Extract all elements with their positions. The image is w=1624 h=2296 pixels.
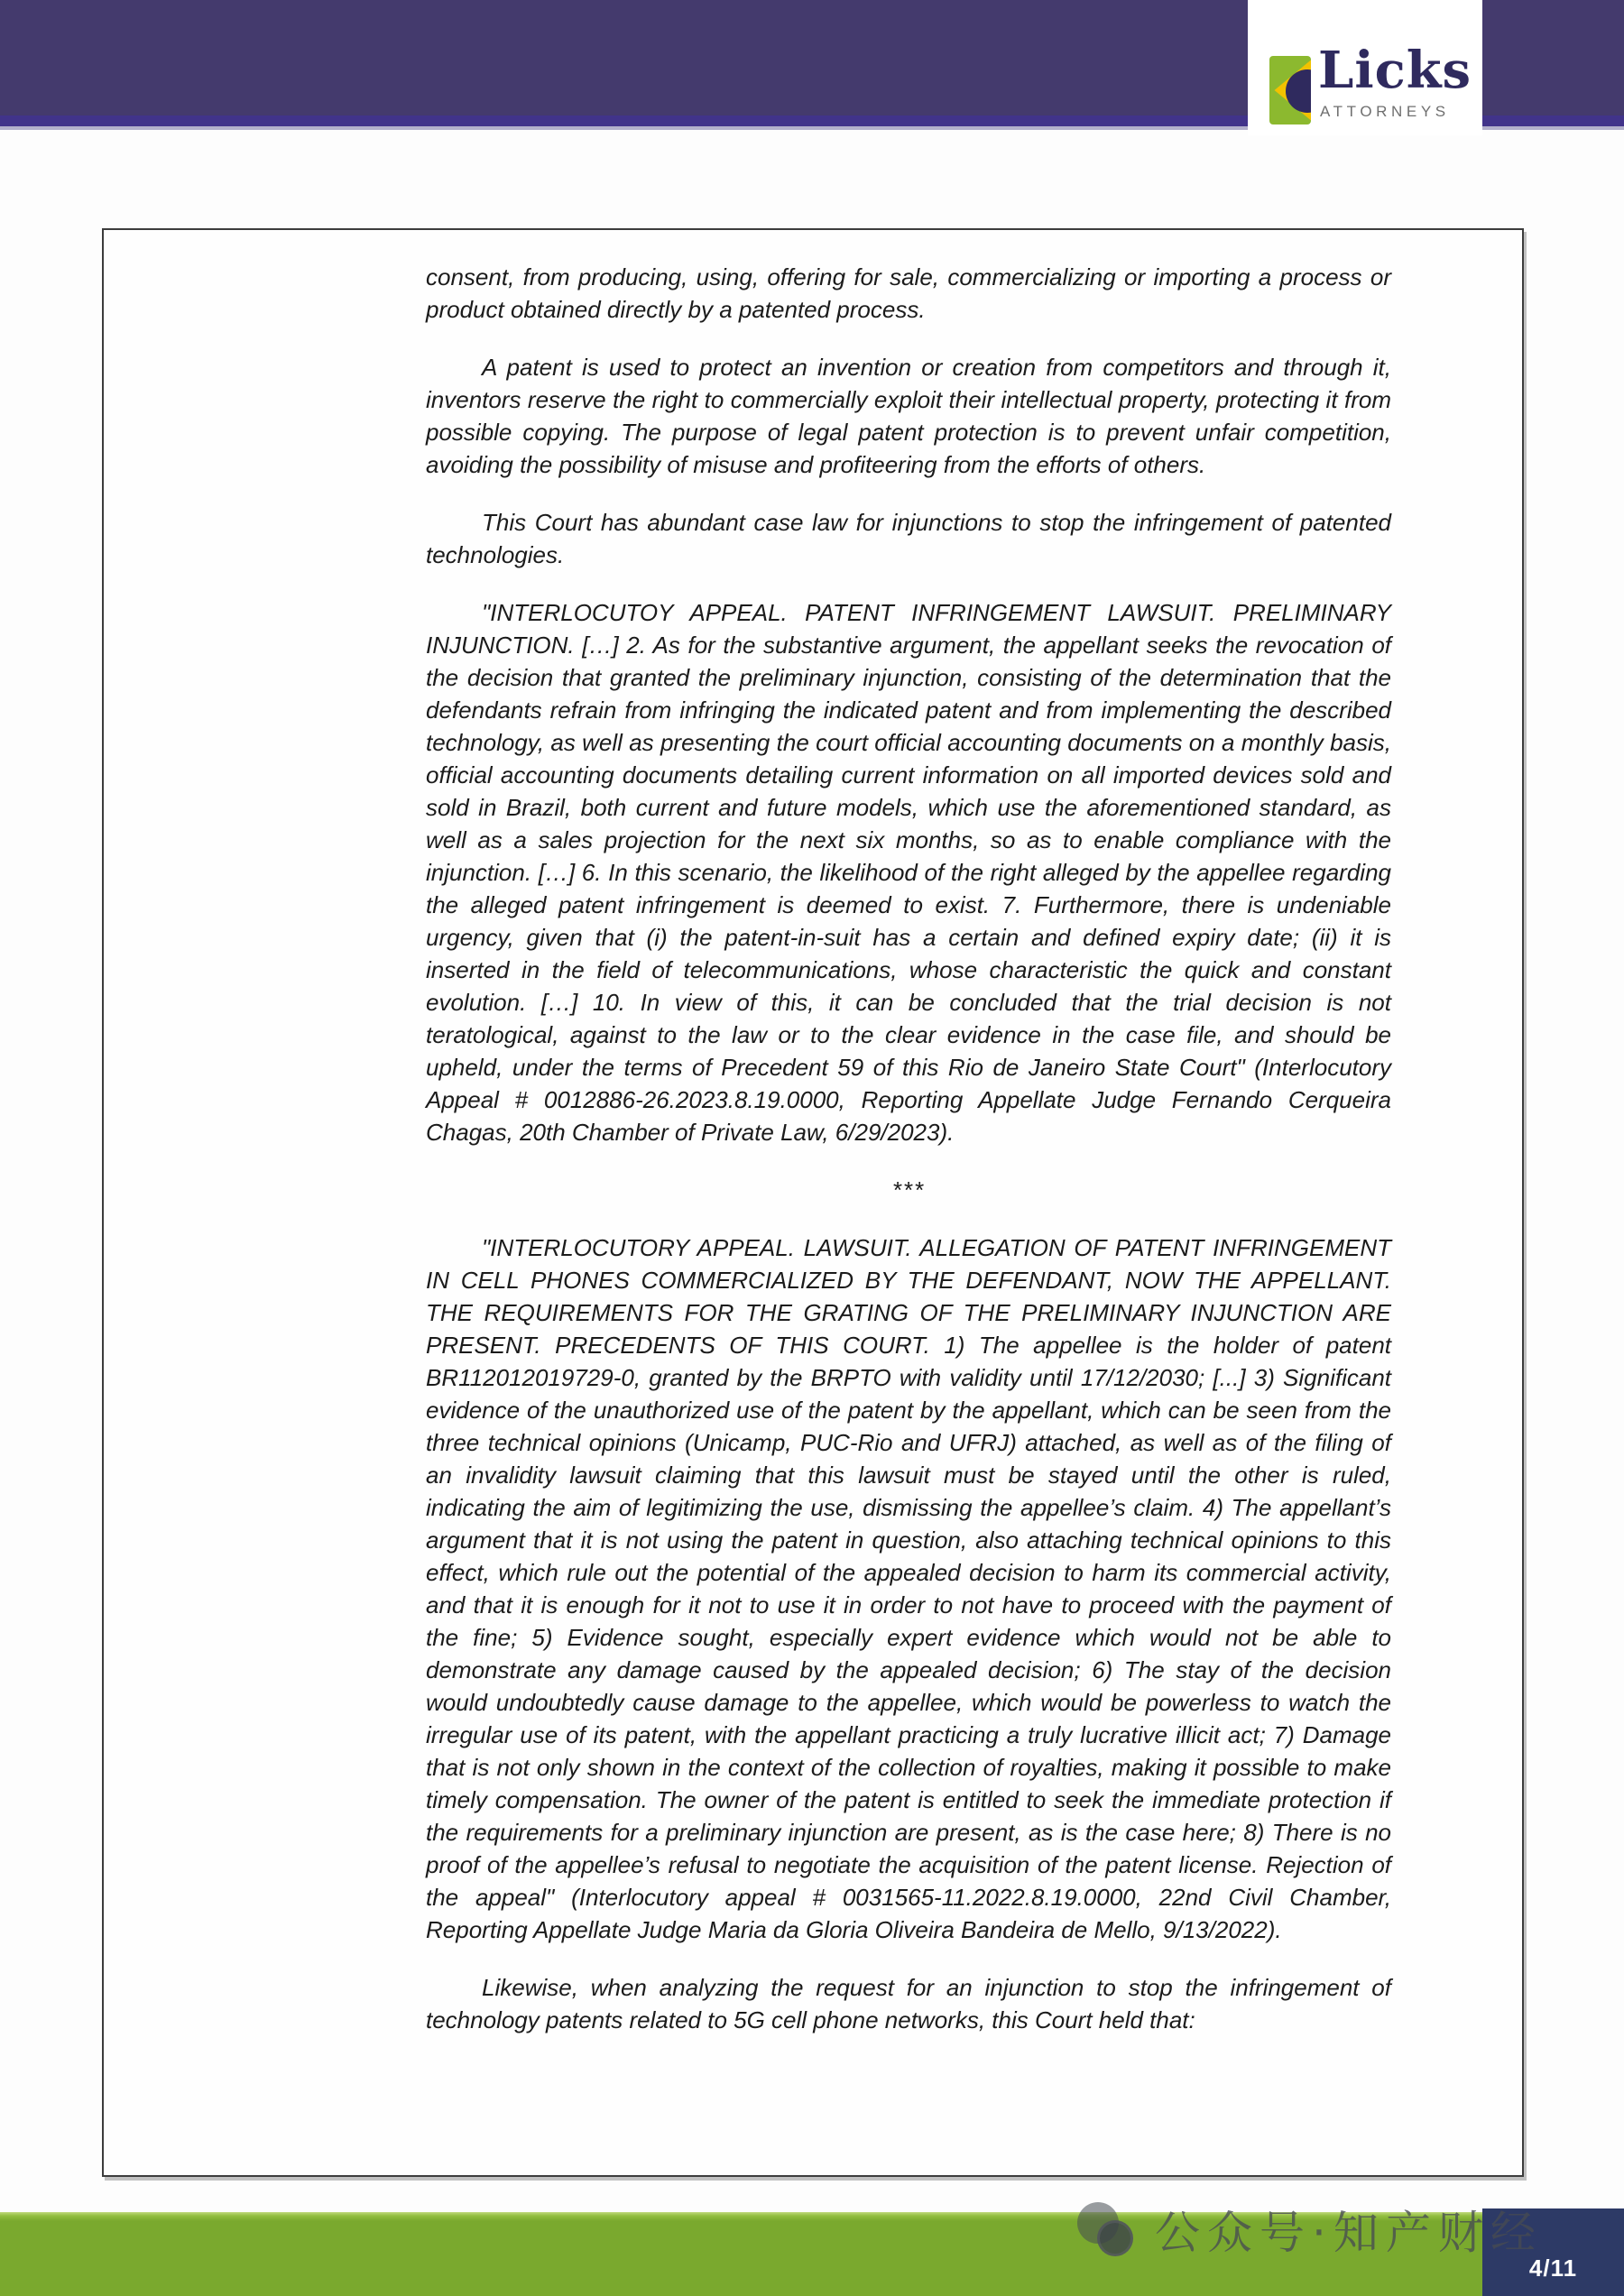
wechat-watermark-icon — [1075, 2197, 1140, 2262]
paragraph-body: Likewise, when analyzing the request for an injunction to stop the infringement of technology patents related to 5G cell phone networks, this Court held that: — [426, 1974, 1391, 2033]
logo-subtitle: ATTORNEYS — [1320, 103, 1450, 120]
paragraph-body: This Court has abundant case law for injunctions to stop the infringement of patented technologies. — [426, 509, 1391, 568]
paragraph-continuation: consent, from producing, using, offering for sale, commercializing or importing a process or product obtained directly by a patented process. — [426, 263, 1391, 323]
flag-blue-circle — [1286, 69, 1311, 113]
quoted-case-law: "INTERLOCUTORY APPEAL. LAWSUIT. ALLEGATION OF PATENT INFRINGEMENT IN CELL PHONES COMMERCIALIZED BY THE DEFENDANT, NOW THE APPELLANT. THE REQUIREMENTS FOR THE GRATING OF THE PRELIMINARY INJUNCTION ARE PRESENT. PRECEDENTS OF THIS COURT. 1) The appellee is the holder of patent BR112012019729-0, granted by the BRPTO with validity until 17/12/2030; [...] 3) Significant evidence of the unauthorized use of the patent by the appellant, which can be seen from the three technical opinions (Unicamp, PUC-Rio and UFRJ) attached, as well as of the filing of an invalidity lawsuit claiming that this lawsuit must be stayed until the other is ruled, indicating the aim of legitimizing the use, dismissing the appellee’s claim. 4) The appellant’s argument that it is not using the patent in question, also attaching technical opinions to this effect, which rule out the potential of the appealed decision to harm its commercial activity, and that it is enough for it not to use it in order to not have to proceed with the payment of the fine; 5) Evidence sought, especially expert evidence which would not be able to demonstrate any damage caused by the appealed decision; 6) The stay of the decision would undoubtedly cause damage to the appellee, which would be powerless to watch the irregular use of its patent, with the appellant practicing a truly lucrative illicit act; 7) Damage that is not only shown in the context of the collection of royalties, making it possible to make timely compensation. The owner of the patent is entitled to seek the immediate protection if the requirements for a preliminary injunction are present, as is the case here; 8) There is no proof of the appellee’s refusal to negotiate the acquisition of the patent license. Rejection of the appeal" (Interlocutory appeal # 0031565-11.2022.8.19.0000, 22nd Civil Chamber, Reporting Appellate Judge Maria da Gloria Oliveira Bandeira de Mello, 9/13/2022). — [426, 1234, 1391, 1943]
logo-wordmark: Licks — [1318, 41, 1472, 100]
page-number: 4/11 — [1528, 2255, 1578, 2282]
wechat-watermark — [1075, 2194, 1543, 2264]
watermark-text: 公众号·知产财经 — [1155, 2207, 1543, 2259]
paragraph-body: A patent is used to protect an invention or creation from competitors and through it, inventors reserve the right to commercially exploit their intellectual property, protecting it from possible copying. The purpose of legal patent protection is to prevent unfair competition, avoiding the possibility of misuse and profiteering from the efforts of others. — [426, 354, 1391, 478]
licks-flag-icon — [1269, 56, 1311, 124]
document-text-column — [426, 261, 1391, 2061]
licks-logo — [1248, 0, 1482, 135]
section-separator: *** — [891, 1176, 926, 1203]
quoted-case-law: "INTERLOCUTOY APPEAL. PATENT INFRINGEMENT LAWSUIT. PRELIMINARY INJUNCTION. […] 2. As for the substantive argument, the appellant seeks the revocation of the decision that granted the preliminary injunction, consisting of the determination that the defendants refrain from infringing the indicated patent and from implementing the described technology, as well as presenting the court official accounting documents on a monthly basis, official accounting documents detailing current information on all imported devices sold and sold in Brazil, both current and future models, which use the aforementioned standard, as well as a sales projection for the next six months, so as to enable compliance with the injunction. […] 6. In this scenario, the likelihood of the right alleged by the appellee regarding the alleged patent infringement is deemed to exist. 7. Furthermore, there is undeniable urgency, given that (i) the patent-in-suit has a certain and defined expiry date; (ii) it is inserted in the field of telecommunications, whose characteristic the quick and constant evolution. […] 10. In view of this, it can be concluded that the trial decision is not teratological, against to the law or to the clear evidence in the case file, and should be upheld, under the terms of Precedent 59 of this Rio de Janeiro State Court" (Interlocutory Appeal # 0012886-26.2023.8.19.0000, Reporting Appellate Judge Fernando Cerqueira Chagas, 20th Chamber of Private Law, 6/29/2023). — [426, 599, 1391, 1146]
document-content-box — [102, 228, 1524, 2177]
